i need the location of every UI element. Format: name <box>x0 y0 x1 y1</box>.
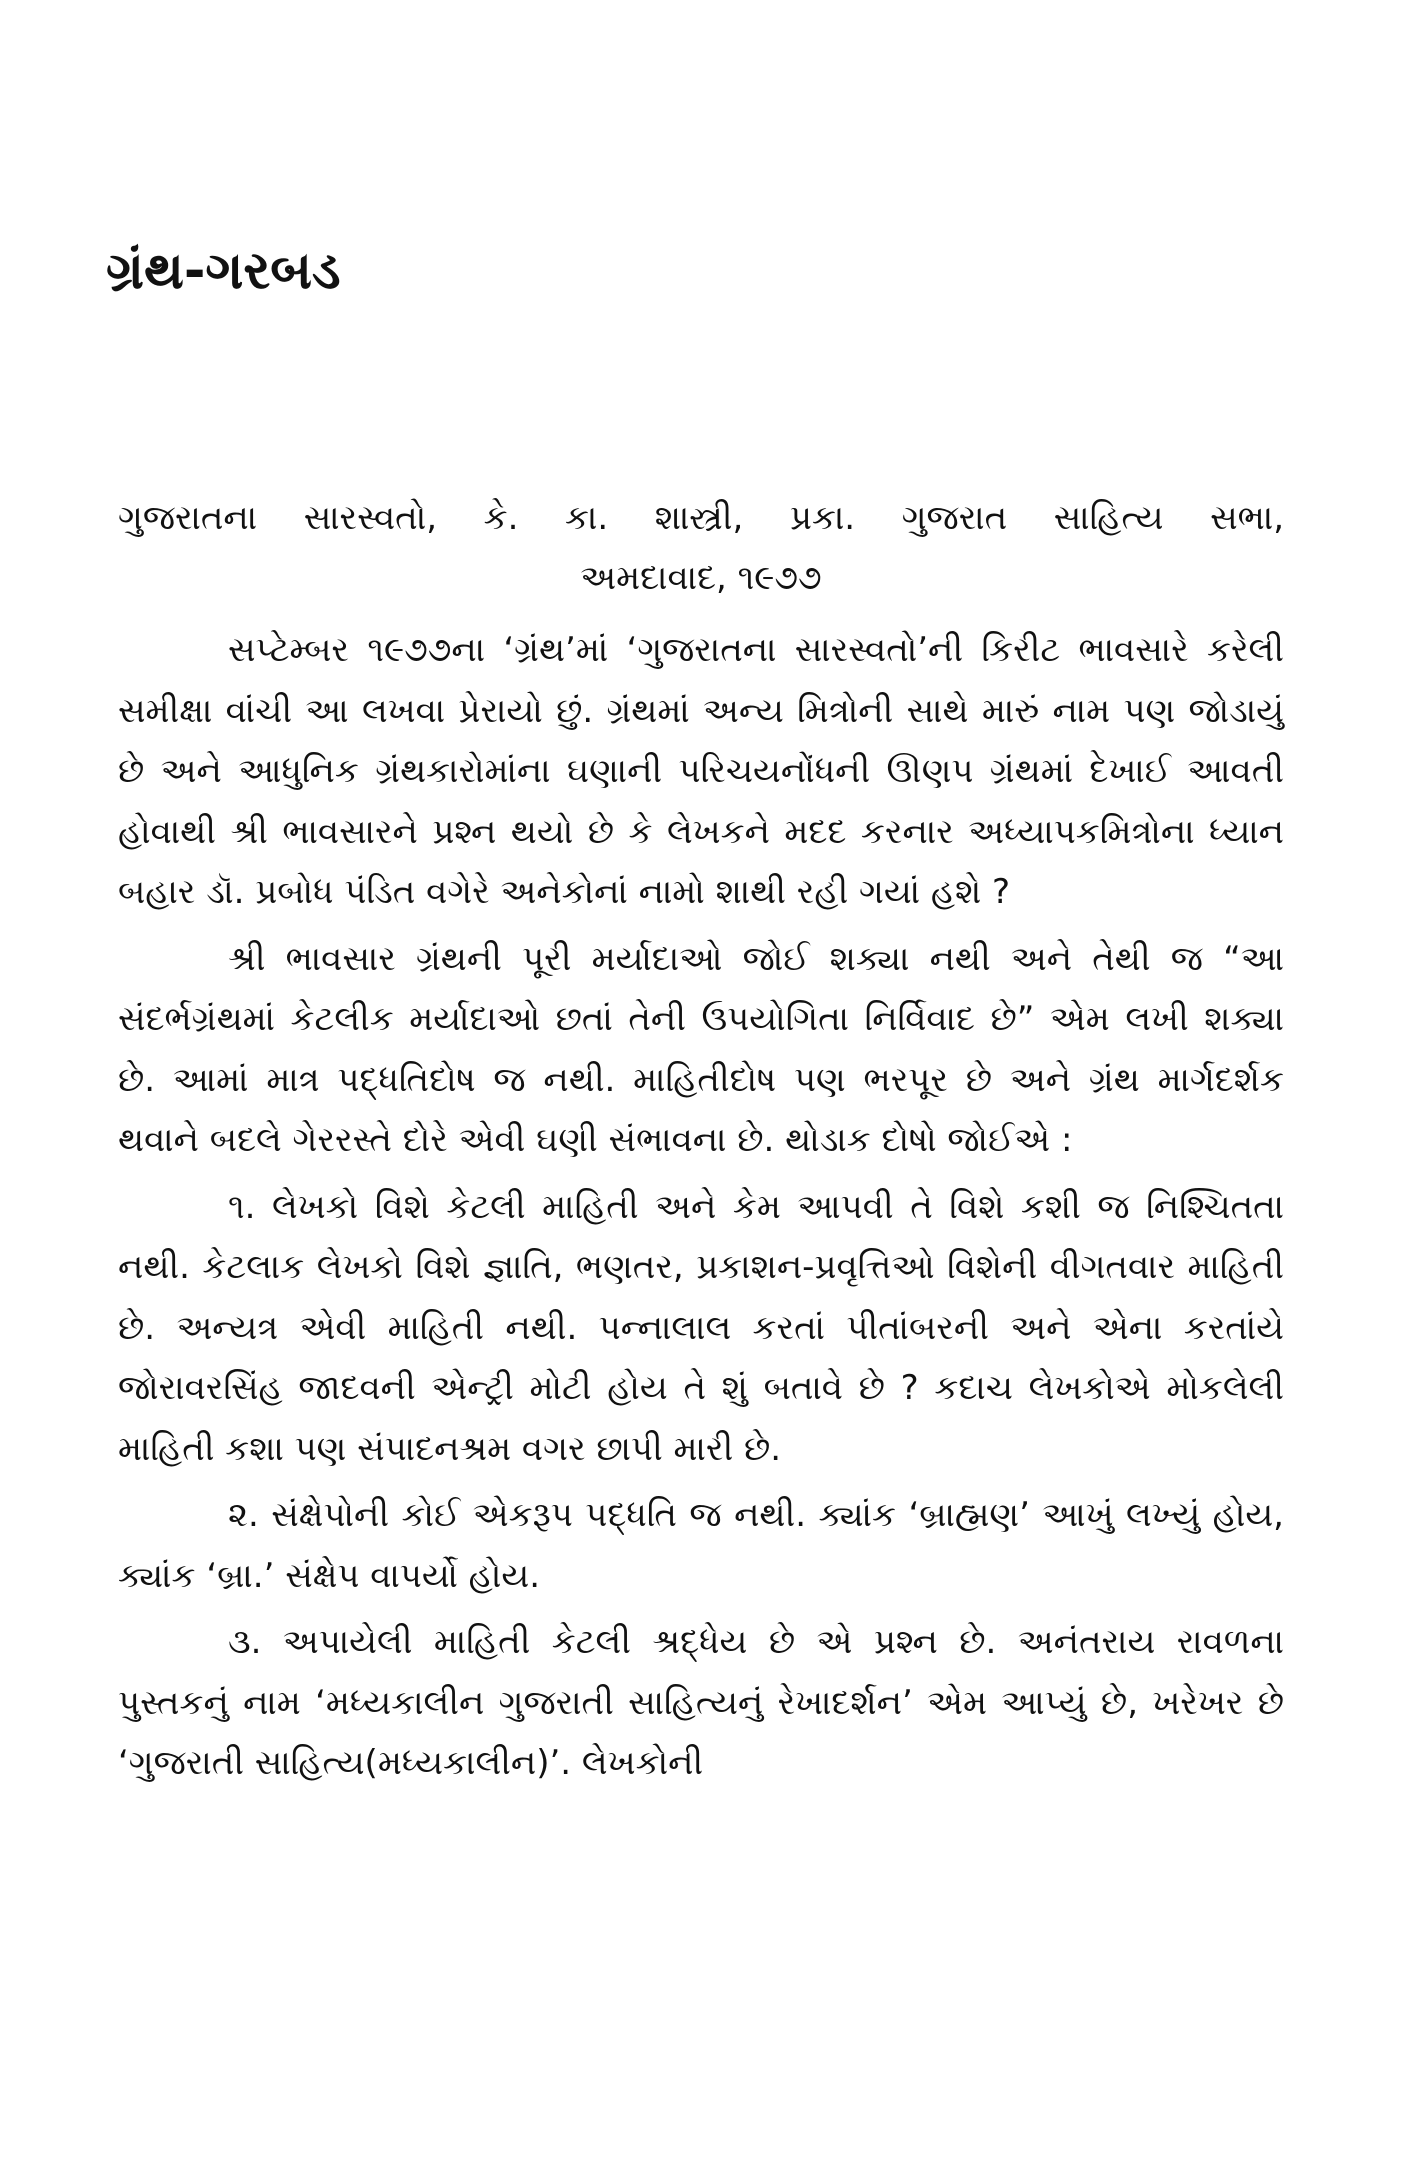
citation-line-1: ગુજરાતના સારસ્વતો, કે. કા. શાસ્ત્રી, પ્રકા. ગુજરાત સાહિત્ય સભા, <box>118 498 1284 538</box>
paragraph-4: ૨. સંક્ષેપોની કોઈ એકરૂપ પદ્ધતિ જ નથી. ક્યાંક ‘બ્રાહ્મણ’ આખું લખ્યું હોય, ક્યાંક ‘બ્રા.’ સંક્ષેપ વાપર્યો હોય. <box>118 1495 1284 1596</box>
paragraph-2: શ્રી ભાવસાર ગ્રંથની પૂરી મર્યાદાઓ જોઈ શક્યા નથી અને તેથી જ “આ સંદર્ભગ્રંથમાં કેટલીક મર્યાદાઓ છતાં તેની ઉપયોગિતા નિર્વિવાદ છે” એમ લખી શક્યા છે. આમાં માત્ર પદ્ધતિદોષ જ નથી. માહિતીદોષ પણ ભરપૂર છે અને ગ્રંથ માર્ગદર્શક થવાને બદલે ગેરરસ્તે દોરે એવી ઘણી સંભાવના છે. થોડાક દોષો જોઈએ : <box>118 938 1284 1160</box>
paragraph-1: સપ્ટેમ્બર ૧૯૭૭ના ‘ગ્રંથ’માં ‘ગુજરાતના સારસ્વતો’ની કિરીટ ભાવસારે કરેલી સમીક્ષા વાંચી આ લખવા પ્રેરાયો છું. ગ્રંથમાં અન્ય મિત્રોની સાથે મારું નામ પણ જોડાયું છે અને આધુનિક ગ્રંથકારોમાંના ઘણાની પરિચયનોંધની ઊણપ ગ્રંથમાં દેખાઈ આવતી હોવાથી શ્રી ભાવસારને પ્રશ્ન થયો છે કે લેખકને મદદ કરનાર અધ્યાપકમિત્રોના ધ્યાન બહાર ડૉ. પ્રબોધ પંડિત વગેરે અનેકોનાં નામો શાથી રહી ગયાં હશે ? <box>118 630 1284 912</box>
paragraph-3: ૧. લેખકો વિશે કેટલી માહિતી અને કેમ આપવી તે વિશે કશી જ નિશ્ચિતતા નથી. કેટલાક લેખકો વિશે જ્ઞાતિ, ભણતર, પ્રકાશન-પ્રવૃત્તિઓ વિશેની વીગતવાર માહિતી છે. અન્યત્ર એવી માહિતી નથી. પન્નાલાલ કરતાં પીતાંબરની અને એના કરતાંયે જોરાવરસિંહ જાદવની એન્ટ્રી મોટી હોય તે શું બતાવે છે ? કદાચ લેખકોએ મોકલેલી માહિતી કશા પણ સંપાદનશ્રમ વગર છાપી મારી છે. <box>118 1186 1284 1469</box>
article-body <box>118 620 1284 1800</box>
book-citation <box>118 488 1284 608</box>
page-title: ગ્રંથ-ગરબડ <box>106 241 341 301</box>
paragraph-5: ૩. અપાયેલી માહિતી કેટલી શ્રદ્ધેય છે એ પ્રશ્ન છે. અનંતરાય રાવળના પુસ્તકનું નામ ‘મધ્યકાલીન ગુજરાતી સાહિત્યનું રેખાદર્શન’ એમ આપ્યું છે, ખરેખર છે ‘ગુજરાતી સાહિત્ય(મધ્યકાલીન)’. લેખકોની <box>118 1622 1284 1783</box>
citation-line-2: અમદાવાદ, ૧૯૭૭ <box>580 558 822 598</box>
